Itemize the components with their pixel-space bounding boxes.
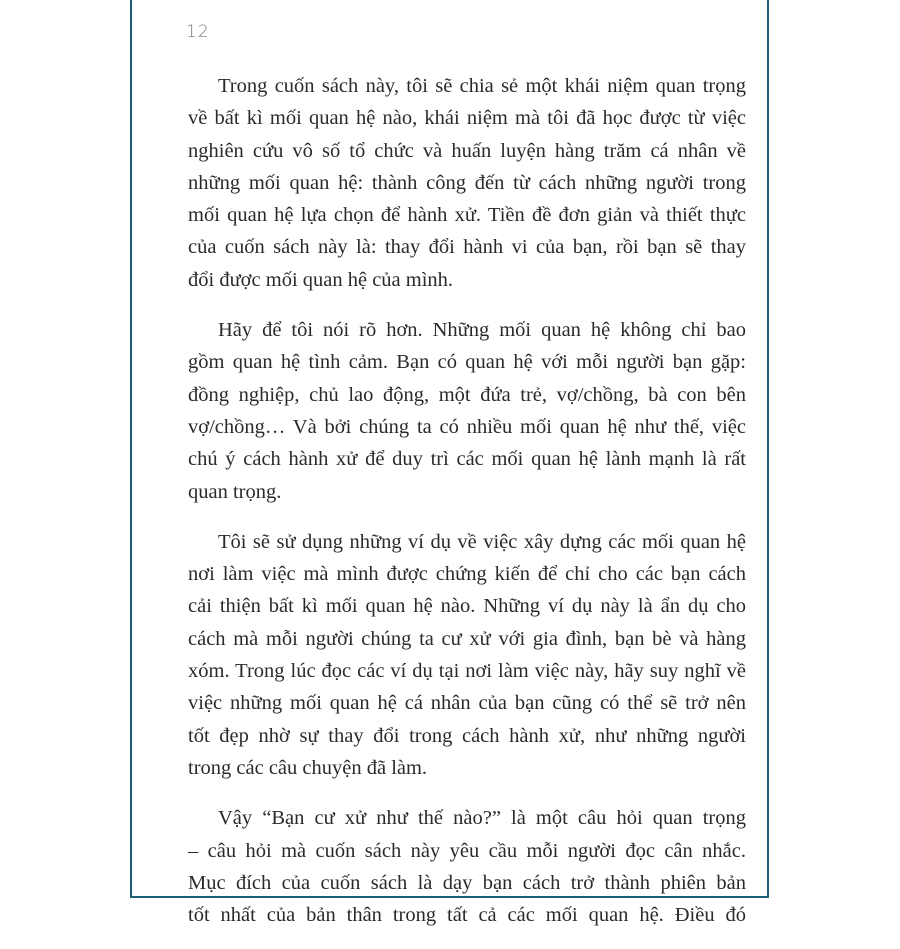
text-line: Tôi sẽ sử dụng những ví dụ về việc xây dựng các mối quan hệ	[218, 530, 746, 553]
text-line: – câu hỏi mà cuốn sách này yêu cầu mỗi người đọc cân nhắc.	[188, 839, 746, 862]
text-line: đồng nghiệp, chủ lao động, một đứa trẻ, vợ/chồng, bà con bên	[188, 383, 746, 406]
body-text	[188, 70, 746, 949]
paragraph	[188, 314, 746, 508]
text-line: mối quan hệ lựa chọn để hành xử. Tiền đề đơn giản và thiết thực	[188, 204, 746, 227]
text-line: của cuốn sách này là: thay đổi hành vi của bạn, rồi bạn sẽ thay	[188, 236, 746, 259]
text-line: Trong cuốn sách này, tôi sẽ chia sẻ một khái niệm quan trọng	[218, 75, 746, 97]
text-line: về bất kì mối quan hệ nào, khái niệm mà tôi đã học được từ việc	[188, 107, 746, 130]
text-line: nghiên cứu vô số tổ chức và huấn luyện hàng trăm cá nhân về	[188, 139, 746, 162]
paragraph	[188, 70, 746, 296]
text-line: Hãy để tôi nói rõ hơn. Những mối quan hệ không chỉ bao	[218, 319, 746, 342]
text-line: gồm quan hệ tình cảm. Bạn có quan hệ với mỗi người bạn gặp:	[188, 351, 746, 374]
text-line: những mối quan hệ: thành công đến từ cách những người trong	[188, 171, 746, 194]
text-line: việc những mối quan hệ cá nhân của bạn cũng có thể sẽ trở nên	[188, 692, 746, 715]
text-line: Vậy “Bạn cư xử như thế nào?” là một câu hỏi quan trọng	[218, 807, 746, 830]
text-line: tốt đẹp nhờ sự thay đổi trong cách hành xử, như những người	[188, 724, 746, 747]
text-line: nơi làm việc mà mình được chứng kiến để chỉ cho các bạn cách	[188, 563, 746, 586]
text-line: đổi được mối quan hệ của mình.	[188, 268, 454, 291]
text-line: cách mà mỗi người chúng ta cư xử với gia đình, bạn bè và hàng	[188, 627, 746, 650]
text-line: vợ/chồng… Và bởi chúng ta có nhiều mối quan hệ như thế, việc	[188, 415, 746, 438]
text-line: xóm. Trong lúc đọc các ví dụ tại nơi làm việc này, hãy suy nghĩ về	[188, 660, 746, 683]
text-line: chú ý cách hành xử để duy trì các mối quan hệ lành mạnh là rất	[188, 448, 746, 471]
book-page	[130, 0, 769, 927]
text-line: trong các câu chuyện đã làm.	[188, 756, 428, 779]
text-line: cải thiện bất kì mối quan hệ nào. Những ví dụ này là ẩn dụ cho	[188, 595, 746, 618]
page-number: 12	[186, 22, 210, 42]
text-line: tốt nhất của bản thân trong tất cả các mối quan hệ. Điều đó	[188, 904, 746, 927]
text-line: Mục đích của cuốn sách là dạy bạn cách trở thành phiên bản	[188, 871, 746, 894]
paragraph	[188, 802, 746, 931]
text-line: quan trọng.	[188, 480, 282, 503]
paragraph	[188, 526, 746, 784]
